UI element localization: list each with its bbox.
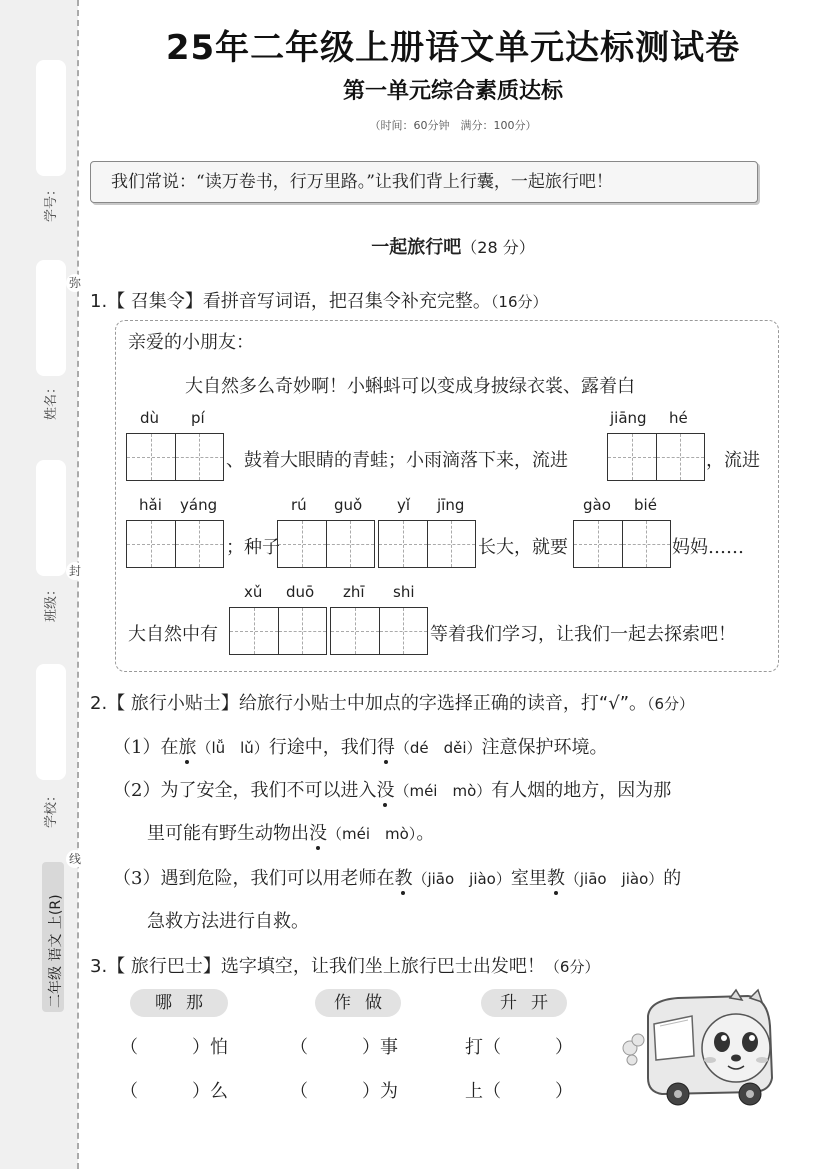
writing-cell[interactable]: [326, 521, 375, 567]
pinyin: yǐ: [397, 496, 411, 514]
pinyin: rú: [291, 496, 307, 514]
school-label: 学校：: [44, 788, 59, 828]
writing-cell[interactable]: [656, 434, 705, 480]
page-title: 25年二年级上册语文单元达标测试卷: [165, 28, 741, 68]
letter-line-2: 、鼓着大眼睛的青蛙；小雨滴落下来，流进: [226, 450, 568, 471]
pinyin: duō: [286, 583, 315, 601]
seal-mark: 封: [66, 562, 84, 580]
word-choice-chip: 作做: [315, 989, 401, 1017]
smoke-icon: [623, 1034, 644, 1065]
letter-line-3b: 长大，就要: [478, 537, 568, 558]
fill-blank[interactable]: 上（ ）: [465, 1081, 573, 1102]
q2-item-3-cont: 急救方法进行自救。: [147, 911, 309, 932]
pinyin-choice[interactable]: （jiāo jiào）: [564, 870, 664, 888]
dotted-char: 得: [376, 737, 395, 758]
question-2-points: （6分）: [647, 695, 695, 713]
pinyin: bié: [634, 496, 657, 514]
pinyin-choice[interactable]: （jiāo jiào）: [412, 870, 511, 888]
fill-blank[interactable]: （ ）么: [120, 1081, 228, 1102]
exam-meta: （时间：60分钟 满分：100分）: [369, 119, 537, 132]
writing-cell[interactable]: [608, 434, 656, 480]
pinyin: pí: [191, 409, 205, 427]
q2-text: （3）遇到危险，我们可以用老师在: [113, 868, 395, 889]
section-title: [92, 233, 814, 259]
writing-cell[interactable]: [127, 521, 175, 567]
writing-cell[interactable]: [379, 521, 427, 567]
writing-cell[interactable]: [127, 434, 175, 480]
page-subtitle: 第一单元综合素质达标: [342, 79, 563, 104]
letter-line-1: 大自然多么奇妙啊！小蝌蚪可以变成身披绿衣裳、露着白: [185, 376, 635, 397]
letter-line-4a: 大自然中有: [128, 624, 218, 645]
name-label: 姓名：: [44, 380, 59, 420]
letter-line-4b: 等着我们学习，让我们一起去探索吧！: [430, 624, 736, 645]
letter-line-3c: 妈妈……: [672, 537, 744, 558]
q2-text: （1）在: [113, 737, 179, 758]
dotted-char: 教: [546, 868, 565, 889]
section-name: 一起旅行吧: [371, 237, 462, 258]
letter-line-3a: ；种子: [226, 537, 280, 558]
writing-cell[interactable]: [427, 521, 476, 567]
letter-line-2-end: ，流进: [706, 450, 760, 471]
writing-cell[interactable]: [278, 608, 327, 654]
pinyin: gào: [583, 496, 611, 514]
dotted-char: 没: [376, 780, 395, 801]
pinyin-choice[interactable]: （lǚ lǔ）: [196, 739, 269, 757]
q2-text: 。: [416, 823, 435, 844]
question-3-label: 3.【 旅行巴士】选字填空，让我们坐上旅行巴士出发吧！: [90, 956, 545, 977]
writing-grid-jianghe[interactable]: [607, 433, 705, 481]
question-3-points: （6分）: [544, 958, 600, 976]
section-points: （28 分）: [461, 238, 535, 257]
cut-line: [77, 0, 79, 1169]
pinyin: yáng: [180, 496, 218, 514]
question-2: [90, 689, 694, 715]
pinyin-choice[interactable]: （dé děi）: [394, 739, 482, 757]
q2-text: 有人烟的地方，因为那: [491, 780, 672, 801]
question-2-label: 2.【 旅行小贴士】给旅行小贴士中加点的字选择正确的读音，打“√”。: [90, 693, 648, 714]
fill-blank[interactable]: （ ）怕: [120, 1037, 228, 1058]
name-field[interactable]: [36, 260, 66, 376]
binding-strip: [0, 0, 78, 1169]
dotted-char: 教: [394, 868, 413, 889]
writing-grid-yijing[interactable]: [378, 520, 476, 568]
writing-grid-zhishi[interactable]: [330, 607, 428, 655]
pinyin: dù: [140, 409, 160, 427]
pinyin: xǔ: [244, 583, 263, 601]
q2-item-1: [113, 733, 607, 759]
writing-cell[interactable]: [230, 608, 278, 654]
question-1-label: 1.【 召集令】看拼音写词语，把召集令补充完整。: [90, 291, 491, 312]
pinyin: zhī: [343, 583, 365, 601]
pinyin: jiāng: [610, 409, 647, 427]
intro-banner: 我们常说：“读万卷书，行万里路。”让我们背上行囊，一起旅行吧！: [90, 161, 758, 203]
writing-cell[interactable]: [379, 608, 428, 654]
question-1: [90, 287, 548, 313]
fill-blank[interactable]: （ ）为: [290, 1081, 398, 1102]
dotted-char: 旅: [178, 737, 197, 758]
q2-text: 里可能有野生动物出: [147, 823, 309, 844]
q2-text: 室里: [510, 868, 547, 889]
writing-cell[interactable]: [622, 521, 671, 567]
pinyin: hé: [669, 409, 688, 427]
q2-text: 的: [663, 868, 682, 889]
writing-cell[interactable]: [574, 521, 622, 567]
pinyin: shi: [393, 583, 415, 601]
school-field[interactable]: [36, 664, 66, 780]
writing-grid-xuduo[interactable]: [229, 607, 327, 655]
writing-cell[interactable]: [331, 608, 379, 654]
class-label: 班级：: [44, 582, 59, 622]
writing-grid-haiyang[interactable]: [126, 520, 224, 568]
pinyin: hǎi: [139, 496, 162, 514]
pinyin: jīng: [437, 496, 465, 514]
fill-blank[interactable]: 打（ ）: [465, 1037, 573, 1058]
word-choice-chip: 哪那: [130, 989, 228, 1017]
writing-grid-gaobie[interactable]: [573, 520, 671, 568]
student-id-label: 学号：: [44, 182, 59, 222]
class-field[interactable]: [36, 460, 66, 576]
student-id-field[interactable]: [36, 60, 66, 176]
grade-tag-text: 二年级 语文 上(R): [48, 894, 64, 1008]
q2-text: 行途中，我们: [268, 737, 377, 758]
q2-text: （2）为了安全，我们不可以进入: [113, 780, 377, 801]
letter-greeting: 亲爱的小朋友：: [128, 332, 254, 353]
q2-item-3: [113, 864, 681, 890]
writing-grid-ruguo[interactable]: [277, 520, 375, 568]
pinyin-choice[interactable]: （méi mò）: [394, 782, 492, 800]
writing-cell[interactable]: [278, 521, 326, 567]
seal-mark: 线: [66, 850, 84, 868]
question-1-points: （16分）: [490, 293, 548, 311]
question-3: [90, 952, 599, 978]
q2-item-2-cont: [147, 819, 434, 845]
writing-grid-dupi[interactable]: [126, 433, 224, 481]
seal-mark: 弥: [66, 274, 84, 292]
writing-cell[interactable]: [175, 434, 224, 480]
pinyin: guǒ: [334, 496, 363, 514]
q2-text: 注意保护环境。: [481, 737, 608, 758]
writing-cell[interactable]: [175, 521, 224, 567]
bus-illustration: [618, 986, 778, 1106]
dotted-char: 没: [309, 823, 327, 844]
pinyin-choice[interactable]: （méi mò）: [327, 825, 417, 843]
word-choice-chip: 升开: [481, 989, 567, 1017]
fill-blank[interactable]: （ ）事: [290, 1037, 398, 1058]
grade-tag: [42, 862, 64, 1012]
q2-item-2: [113, 776, 671, 802]
